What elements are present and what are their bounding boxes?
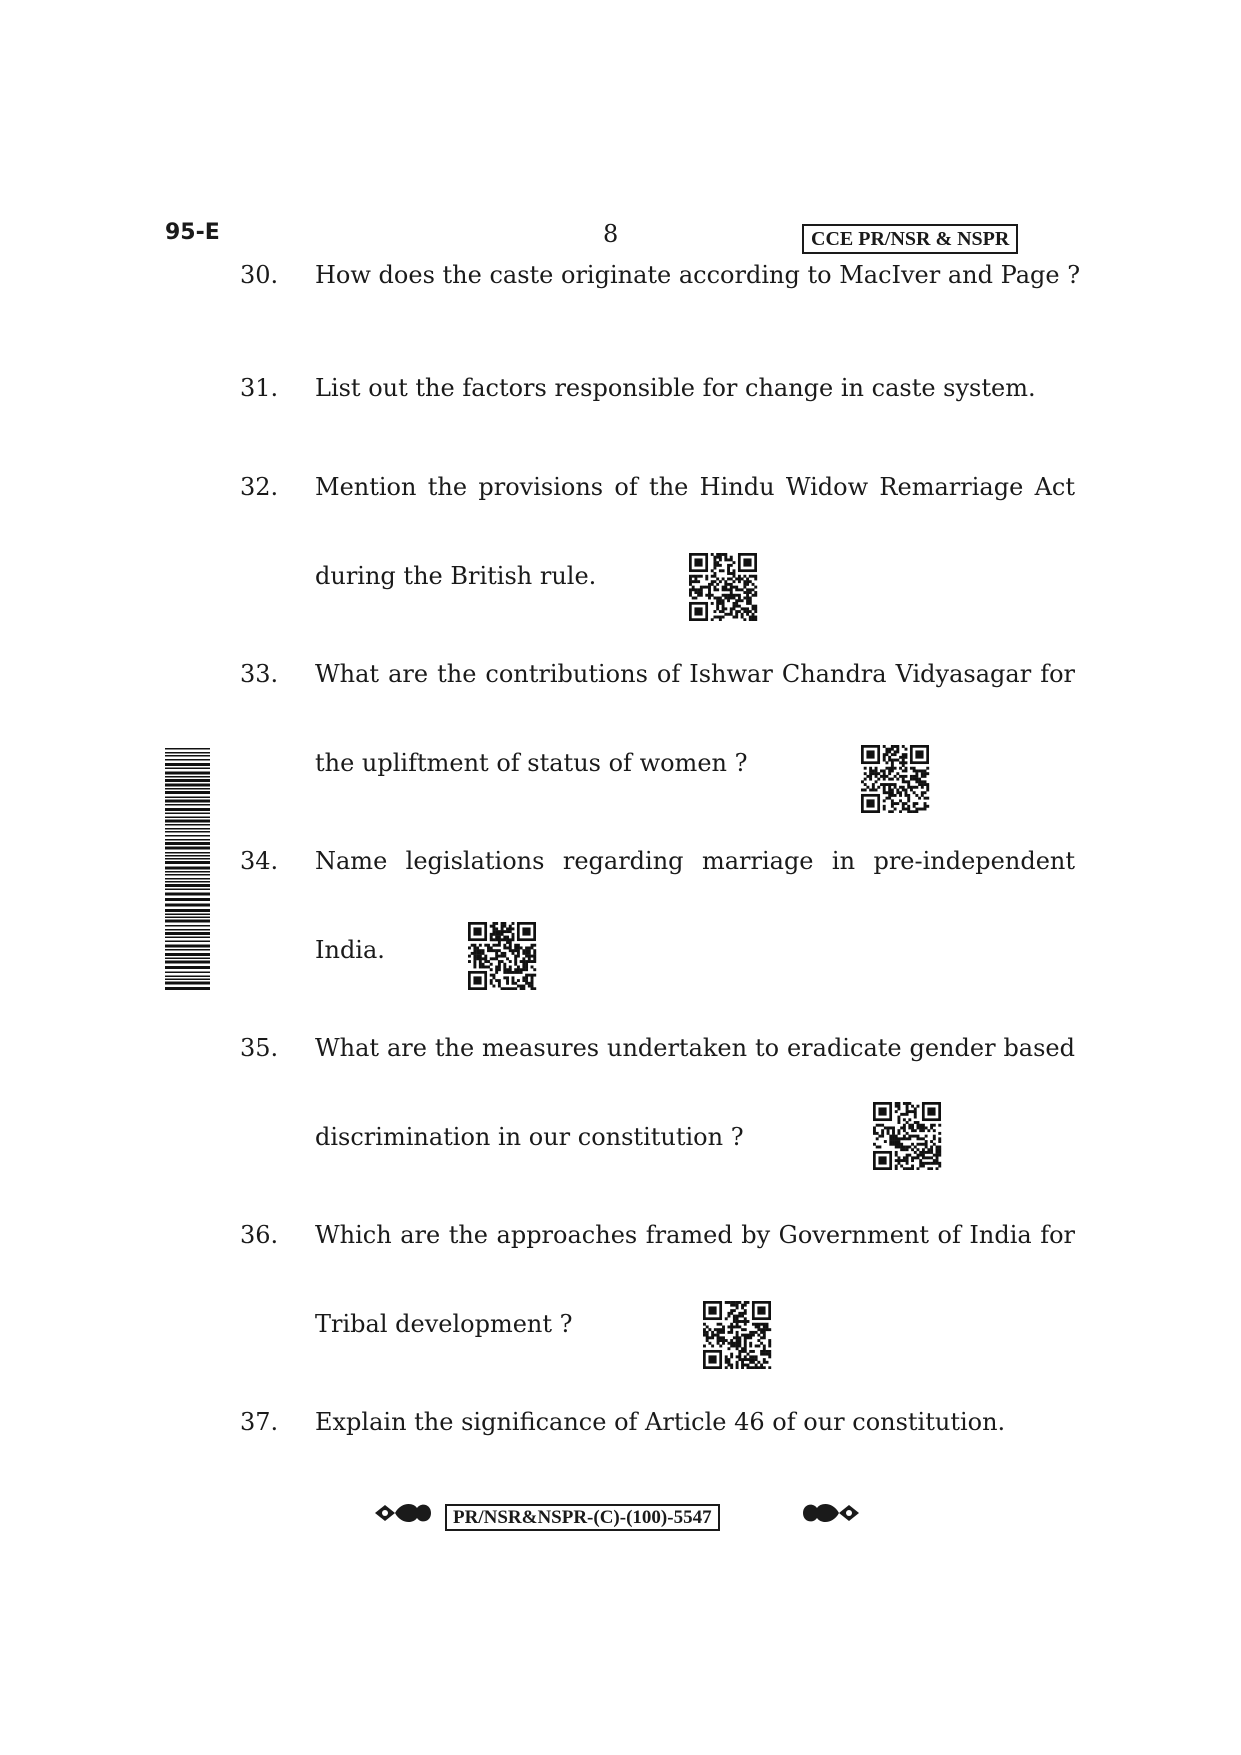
qr-code-icon	[688, 553, 758, 621]
footer-code-box: PR/NSR&NSPR-(C)-(100)-5547	[445, 1504, 720, 1531]
question-number: 37.	[240, 1408, 279, 1436]
question-text-line-2: discrimination in our constitution ?	[315, 1123, 744, 1151]
question-text-line-2: Tribal development ?	[315, 1310, 573, 1338]
question-text-line-1: What are the measures undertaken to eradicate gender based	[315, 1034, 1075, 1062]
page-number: 8	[603, 220, 619, 248]
qr-code-icon	[467, 922, 537, 990]
question-text-line-1: Which are the approaches framed by Government of India for	[315, 1221, 1075, 1249]
question-text: List out the factors responsible for change in caste system.	[315, 374, 1036, 402]
qr-code-icon	[860, 745, 930, 813]
qr-code-icon	[702, 1301, 772, 1369]
question-text: How does the caste originate according to MacIver and Page ?	[315, 261, 1081, 289]
question-text-line-2: the upliftment of status of women ?	[315, 749, 748, 777]
question-number: 31.	[240, 374, 279, 402]
question-number: 35.	[240, 1034, 279, 1062]
paper-code: 95-E	[165, 220, 220, 245]
question-text-line-2: India.	[315, 936, 385, 964]
exam-title-box: CCE PR/NSR & NSPR	[802, 224, 1018, 254]
qr-code-icon	[872, 1102, 942, 1170]
ornament-left-icon	[373, 1496, 433, 1530]
barcode-image	[165, 748, 210, 990]
question-number: 36.	[240, 1221, 279, 1249]
question-number: 30.	[240, 261, 279, 289]
question-text-line-1: What are the contributions of Ishwar Chandra Vidyasagar for	[315, 660, 1075, 688]
question-number: 34.	[240, 847, 279, 875]
ornament-right-icon	[801, 1496, 861, 1530]
question-text-line-2: during the British rule.	[315, 562, 597, 590]
question-number: 33.	[240, 660, 279, 688]
question-text: Explain the significance of Article 46 of our constitution.	[315, 1408, 1006, 1436]
question-number: 32.	[240, 473, 279, 501]
question-text-line-1: Mention the provisions of the Hindu Widow Remarriage Act	[315, 473, 1075, 501]
question-text-line-1: Name legislations regarding marriage in pre-independent	[315, 847, 1075, 875]
